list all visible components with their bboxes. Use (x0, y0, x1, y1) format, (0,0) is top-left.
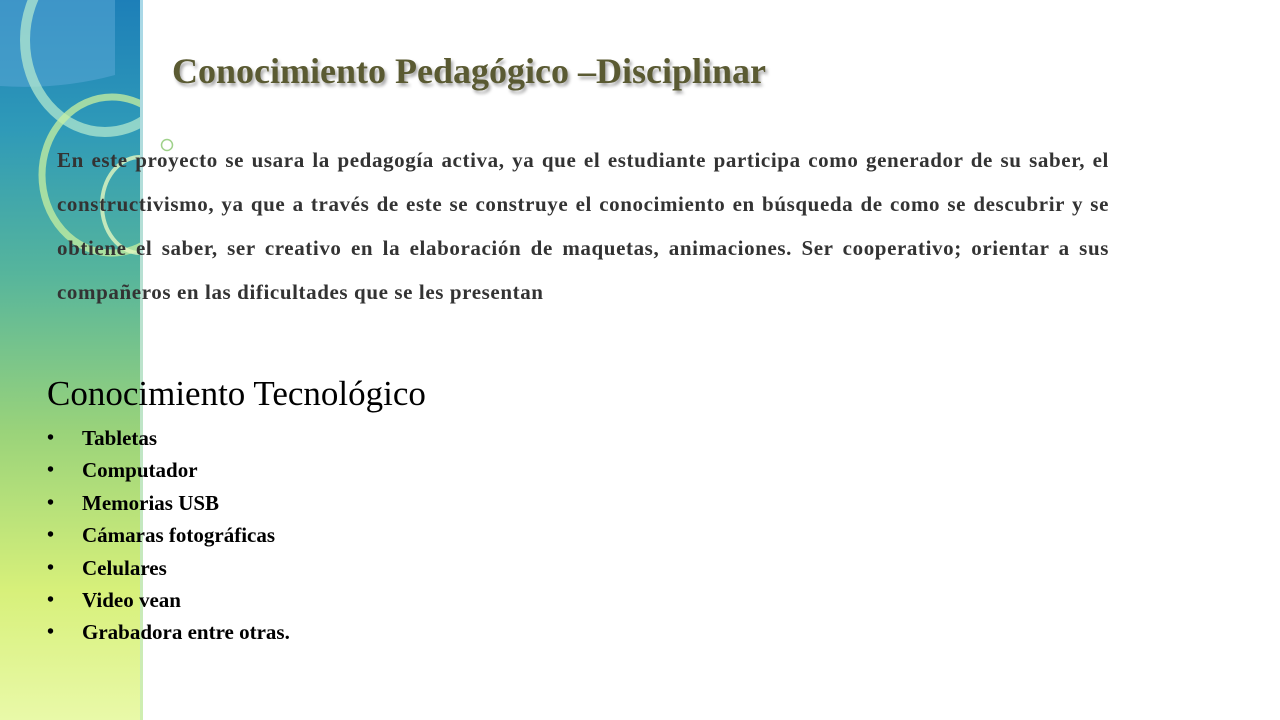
bullet-icon: • (47, 459, 55, 482)
paragraph-line: generador de su saber, el constructivismo, ya que a través de este se construye el (57, 148, 1109, 216)
list-item-label: Memorias USB (82, 490, 220, 515)
paragraph-line: compañeros en las dificultades que se les presentan (57, 280, 544, 304)
list-item-label: Tabletas (82, 426, 158, 450)
bullet-icon: • (47, 588, 55, 611)
slide-title: Conocimiento Pedagógico –Disciplinar (172, 51, 766, 91)
list-item (47, 521, 290, 553)
paragraph-line: En este proyecto se usara la pedagogía activa, ya que el estudiante participa como (57, 148, 859, 172)
list-item-label: Video vean (82, 587, 181, 612)
list-item (47, 618, 290, 650)
paragraph-line: conocimiento en búsqueda de como se descubrir y se obtiene el saber, ser creativo (57, 192, 1109, 260)
list-item (47, 456, 290, 488)
list-item-label: Computador (82, 458, 198, 483)
bullet-icon: • (47, 524, 55, 547)
list-item-label: Celulares (82, 555, 167, 580)
bullet-icon: • (47, 427, 55, 449)
list-item (47, 489, 290, 521)
bullet-icon: • (47, 621, 55, 644)
paragraph-line: en la elaboración de maquetas, animaciones. Ser cooperativo; orientar a sus (351, 236, 1109, 260)
list-item (47, 424, 290, 456)
list-item-label: Cámaras fotográficas (82, 523, 276, 548)
body-paragraph (57, 138, 1109, 314)
list-item (47, 586, 290, 618)
list-item (47, 554, 290, 586)
bullet-icon: • (47, 491, 55, 514)
section-title: Conocimiento Tecnológico (47, 374, 426, 413)
list-item-label: Grabadora entre otras. (82, 620, 290, 645)
technology-list (47, 424, 290, 651)
bullet-icon: • (47, 556, 55, 579)
